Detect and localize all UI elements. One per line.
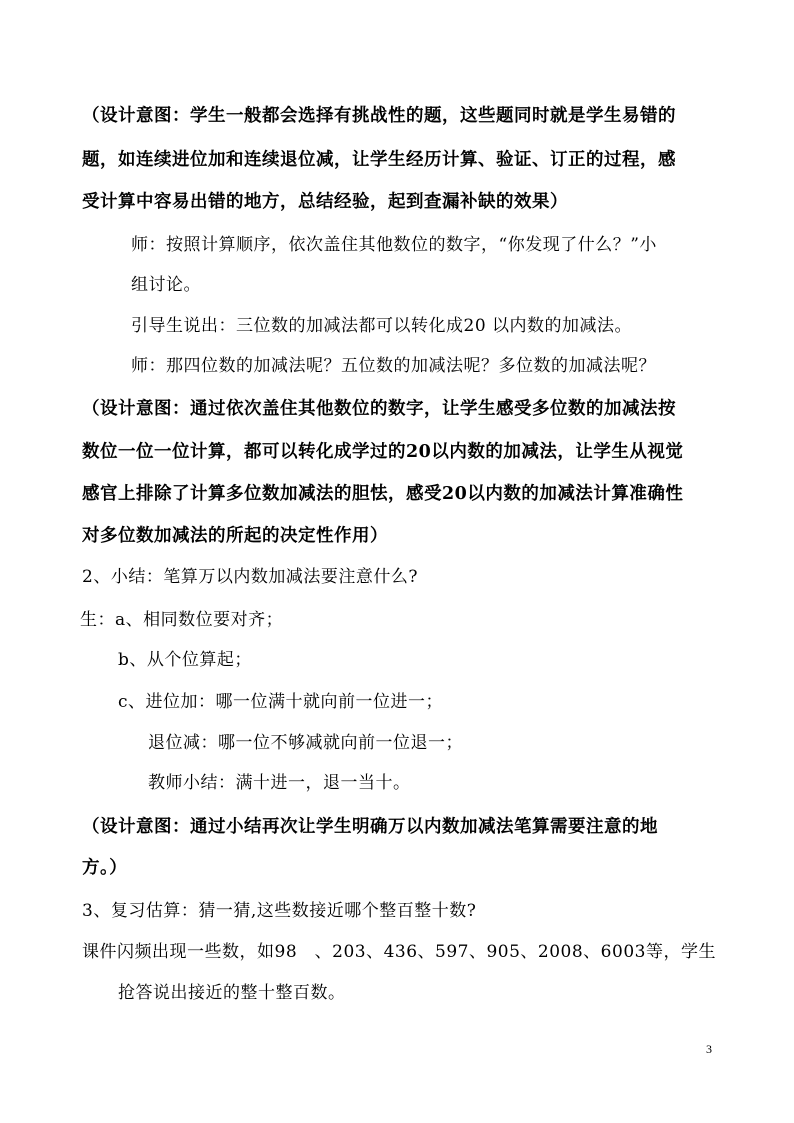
borrow-subtraction-line: 退位减：哪一位不够减就向前一位退一； [148, 733, 463, 753]
design-intent-2-line-4: 对多位数加减法的所起的决定性作用） [82, 526, 388, 546]
page-number: 3 [706, 1042, 712, 1056]
courseware-line-2: 抢答说出接近的整十整百数。 [118, 983, 346, 1003]
design-intent-1-line-2: 题，如连续进位加和连续退位减，让学生经历计算、验证、订正的过程，感 [82, 150, 676, 170]
guide-students-line: 引导生说出：三位数的加减法都可以转化成20 以内数的加减法。 [131, 316, 633, 336]
design-intent-2-line-2: 数位一位一位计算，都可以转化成学过的20以内数的加减法，让学生从视觉 [82, 442, 684, 462]
courseware-line-1: 课件闪频出现一些数，如98 、203、436、597、905、2008、6003等，学生 [82, 942, 716, 962]
student-item-b: b、从个位算起； [118, 650, 252, 670]
design-intent-1-line-3: 受计算中容易出错的地方，总结经验，起到查漏补缺的效果） [82, 192, 568, 212]
design-intent-2-line-3: 感官上排除了计算多位数加减法的胆怯，感受20以内数的加减法计算准确性 [82, 484, 684, 504]
design-intent-1-line-1: （设计意图：学生一般都会选择有挑战性的题，这些题同时就是学生易错的 [82, 106, 676, 126]
teacher-line-2: 组讨论。 [131, 275, 201, 295]
teacher-summary-line: 教师小结：满十进一，退一当十。 [148, 773, 411, 793]
design-intent-3-line-1: （设计意图：通过小结再次让学生明确万以内数加减法笔算需要注意的地 [82, 817, 658, 837]
design-intent-2-line-1: （设计意图：通过依次盖住其他数位的数字，让学生感受多位数的加减法按 [82, 399, 676, 419]
student-item-c: c、进位加：哪一位满十就向前一位进一； [118, 692, 444, 712]
teacher-question-line: 师：那四位数的加减法呢？五位数的加减法呢？多位数的加减法呢？ [131, 356, 656, 376]
design-intent-3-line-2: 方。） [82, 858, 128, 878]
estimation-heading: 3、复习估算：猜一猜,这些数接近哪个整百整十数? [82, 901, 477, 921]
summary-heading: 2、小结：笔算万以内数加减法要注意什么? [82, 567, 418, 587]
teacher-line-1: 师：按照计算顺序，依次盖住其他数位的数字，“你发现了什么？”小 [131, 235, 657, 255]
student-item-a: 生：a、相同数位要对齐； [80, 610, 284, 630]
